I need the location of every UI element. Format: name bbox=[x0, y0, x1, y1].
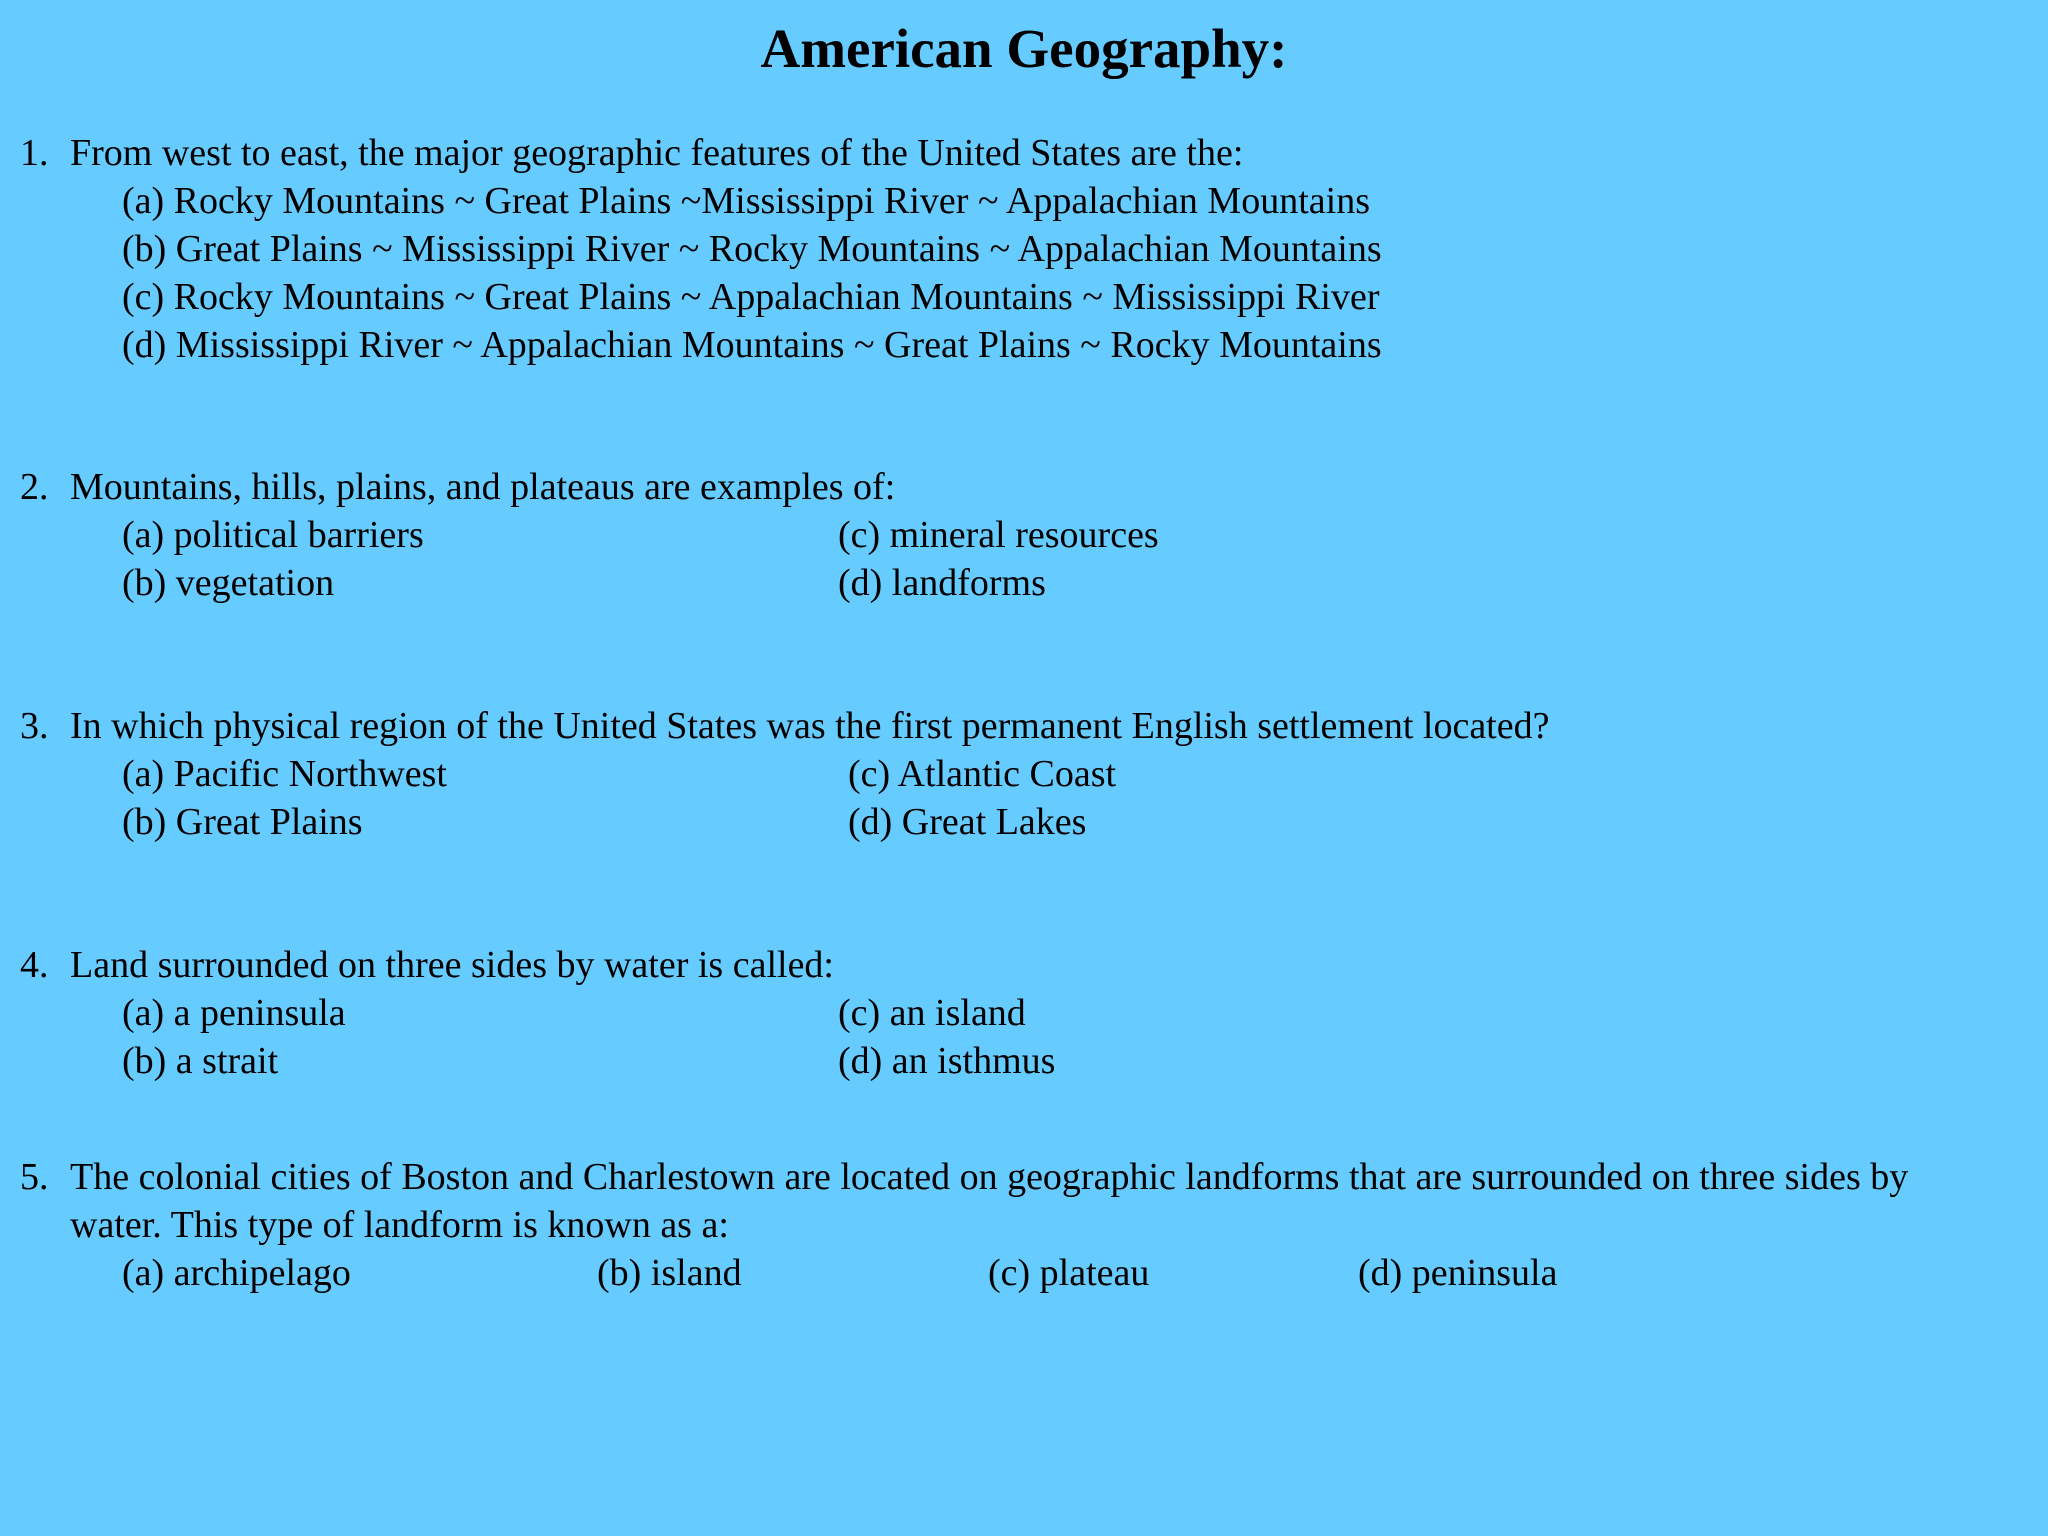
answer-option-b: (b) Great Plains bbox=[122, 801, 363, 843]
answer-option-a: (a) a peninsula bbox=[122, 992, 346, 1034]
question-text: Land surrounded on three sides by water is called: bbox=[70, 944, 834, 986]
answer-option-c: (c) mineral resources bbox=[838, 514, 1159, 556]
question-text: From west to east, the major geographic features of the United States are the: bbox=[70, 132, 1244, 174]
answer-option-a: (a) archipelago bbox=[122, 1252, 351, 1294]
answer-option-b: (b) a strait bbox=[122, 1040, 279, 1082]
question-number: 5. bbox=[20, 1156, 49, 1198]
answer-option-d: (d) landforms bbox=[838, 562, 1046, 604]
answer-option-b: (b) Great Plains ~ Mississippi River ~ Rocky Mountains ~ Appalachian Mountains bbox=[122, 228, 1382, 270]
answer-option-a: (a) political barriers bbox=[122, 514, 424, 556]
question-text: Mountains, hills, plains, and plateaus are examples of: bbox=[70, 466, 896, 508]
answer-option-d: (d) Great Lakes bbox=[848, 801, 1087, 843]
answer-option-b: (b) vegetation bbox=[122, 562, 335, 604]
question-text: The colonial cities of Boston and Charlestown are located on geographic landforms that are surrounded on three sides by bbox=[70, 1156, 1909, 1198]
answer-option-a: (a) Rocky Mountains ~ Great Plains ~Mississippi River ~ Appalachian Mountains bbox=[122, 180, 1370, 222]
question-number: 4. bbox=[20, 944, 49, 986]
answer-option-c: (c) plateau bbox=[988, 1252, 1150, 1294]
page-title: American Geography: bbox=[760, 18, 1288, 79]
answer-option-d: (d) peninsula bbox=[1358, 1252, 1558, 1294]
answer-option-d: (d) an isthmus bbox=[838, 1040, 1056, 1082]
question-text-continued: water. This type of landform is known as a: bbox=[70, 1204, 729, 1246]
question-number: 1. bbox=[20, 132, 49, 174]
answer-option-d: (d) Mississippi River ~ Appalachian Mountains ~ Great Plains ~ Rocky Mountains bbox=[122, 324, 1382, 366]
answer-option-c: (c) Atlantic Coast bbox=[848, 753, 1117, 795]
question-number: 3. bbox=[20, 705, 49, 747]
answer-option-a: (a) Pacific Northwest bbox=[122, 753, 447, 795]
answer-option-c: (c) an island bbox=[838, 992, 1026, 1034]
question-number: 2. bbox=[20, 466, 49, 508]
answer-option-b: (b) island bbox=[597, 1252, 742, 1294]
answer-option-c: (c) Rocky Mountains ~ Great Plains ~ Appalachian Mountains ~ Mississippi River bbox=[122, 276, 1380, 318]
question-text: In which physical region of the United States was the first permanent English settlement located? bbox=[70, 705, 1550, 747]
